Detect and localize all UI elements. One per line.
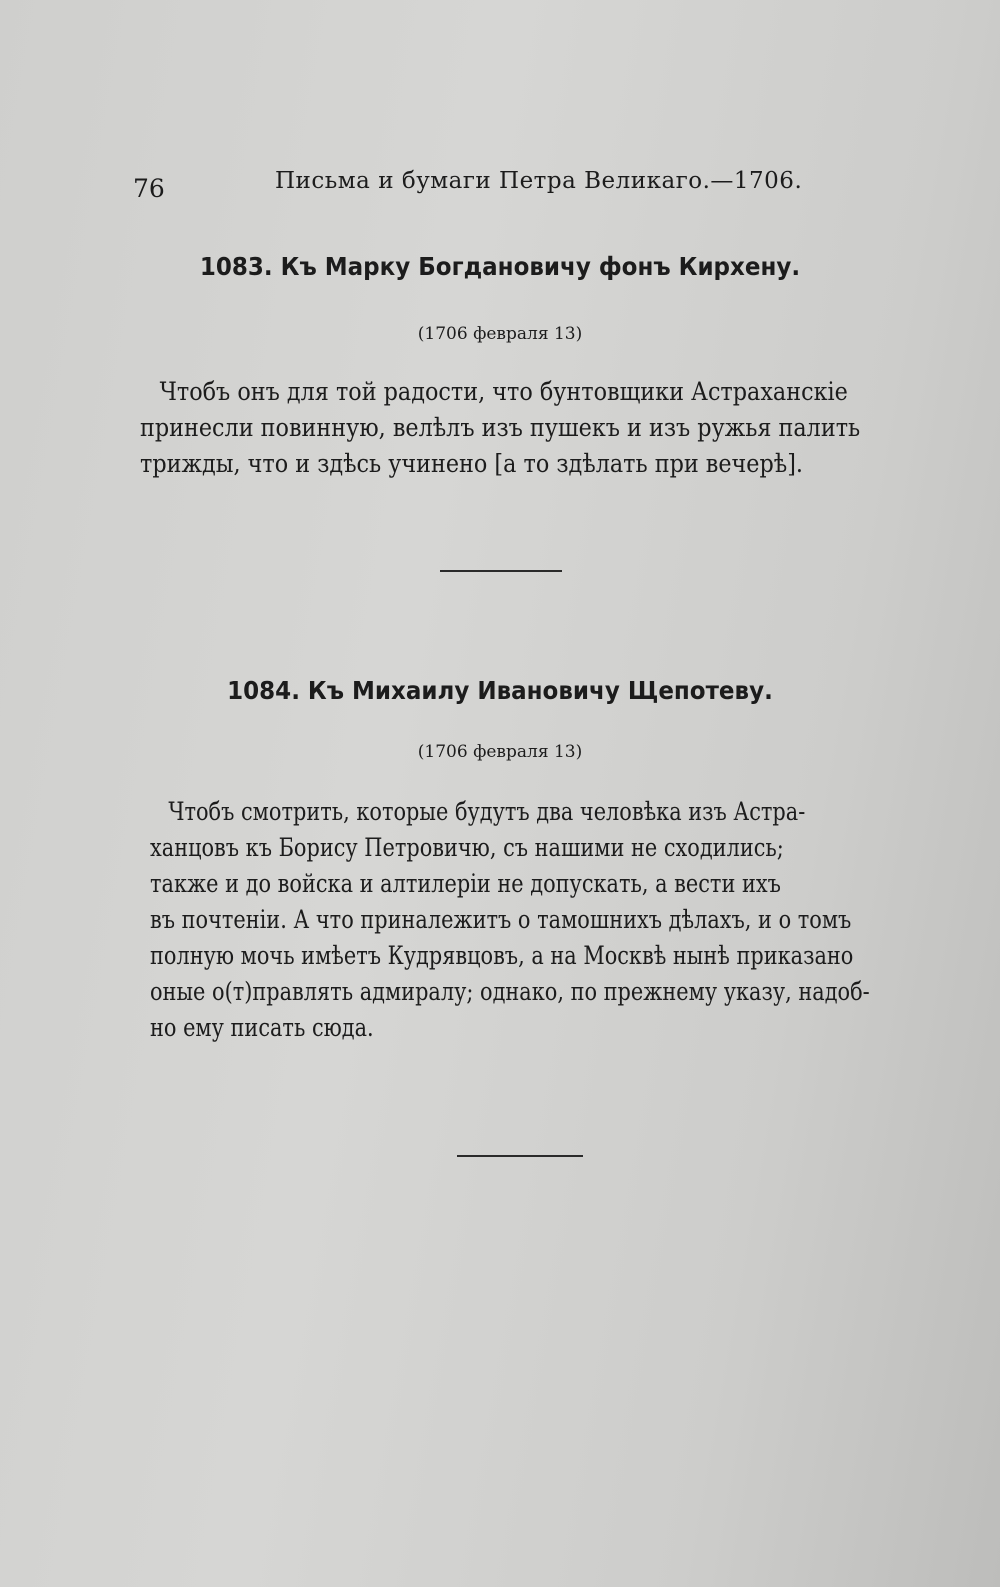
body-line: принесли повинную, велѣлъ изъ пушекъ и изъ ружья палить [140, 413, 861, 442]
body-line: Чтобъ онъ для той радости, что бунтовщики Астраханскіе [159, 377, 848, 406]
body-line: полную мочь имѣетъ Кудрявцовъ, а на Москвѣ нынѣ приказано [150, 941, 854, 970]
body-line: трижды, что и здѣсь учинено [а то здѣлать при вечерѣ]. [140, 449, 804, 478]
body-line: но ему писать сюда. [150, 1013, 374, 1042]
body-line: также и до войска и алтилеріи не допускать, а вести ихъ [150, 869, 781, 898]
running-head: Письма и бумаги Петра Великаго.—1706. [275, 168, 803, 194]
page-number: 76 [133, 174, 165, 203]
section-divider [440, 570, 562, 572]
body-line: въ почтеніи. А что приналежитъ о тамошнихъ дѣлахъ, и о томъ [150, 905, 852, 934]
letter-date-1084: (1706 февраля 13) [417, 742, 583, 762]
body-line: ханцовъ къ Борису Петровичю, съ нашими не сходились; [150, 833, 784, 862]
body-line: Чтобъ смотрить, которые будутъ два человѣка изъ Астра- [168, 797, 806, 826]
letter-body-1083 [140, 374, 947, 482]
letter-body-1084 [150, 794, 1000, 1046]
letter-heading-1084: 1084. Къ Михаилу Ивановичу Щепотеву. [227, 676, 773, 705]
letter-heading-1083: 1083. Къ Марку Богдановичу фонъ Кирхену. [199, 252, 801, 281]
section-divider [457, 1155, 583, 1157]
body-line: оные о(т)правлять адмиралу; однако, по прежнему указу, надоб- [150, 977, 870, 1006]
letter-date-1083: (1706 февраля 13) [417, 324, 583, 344]
